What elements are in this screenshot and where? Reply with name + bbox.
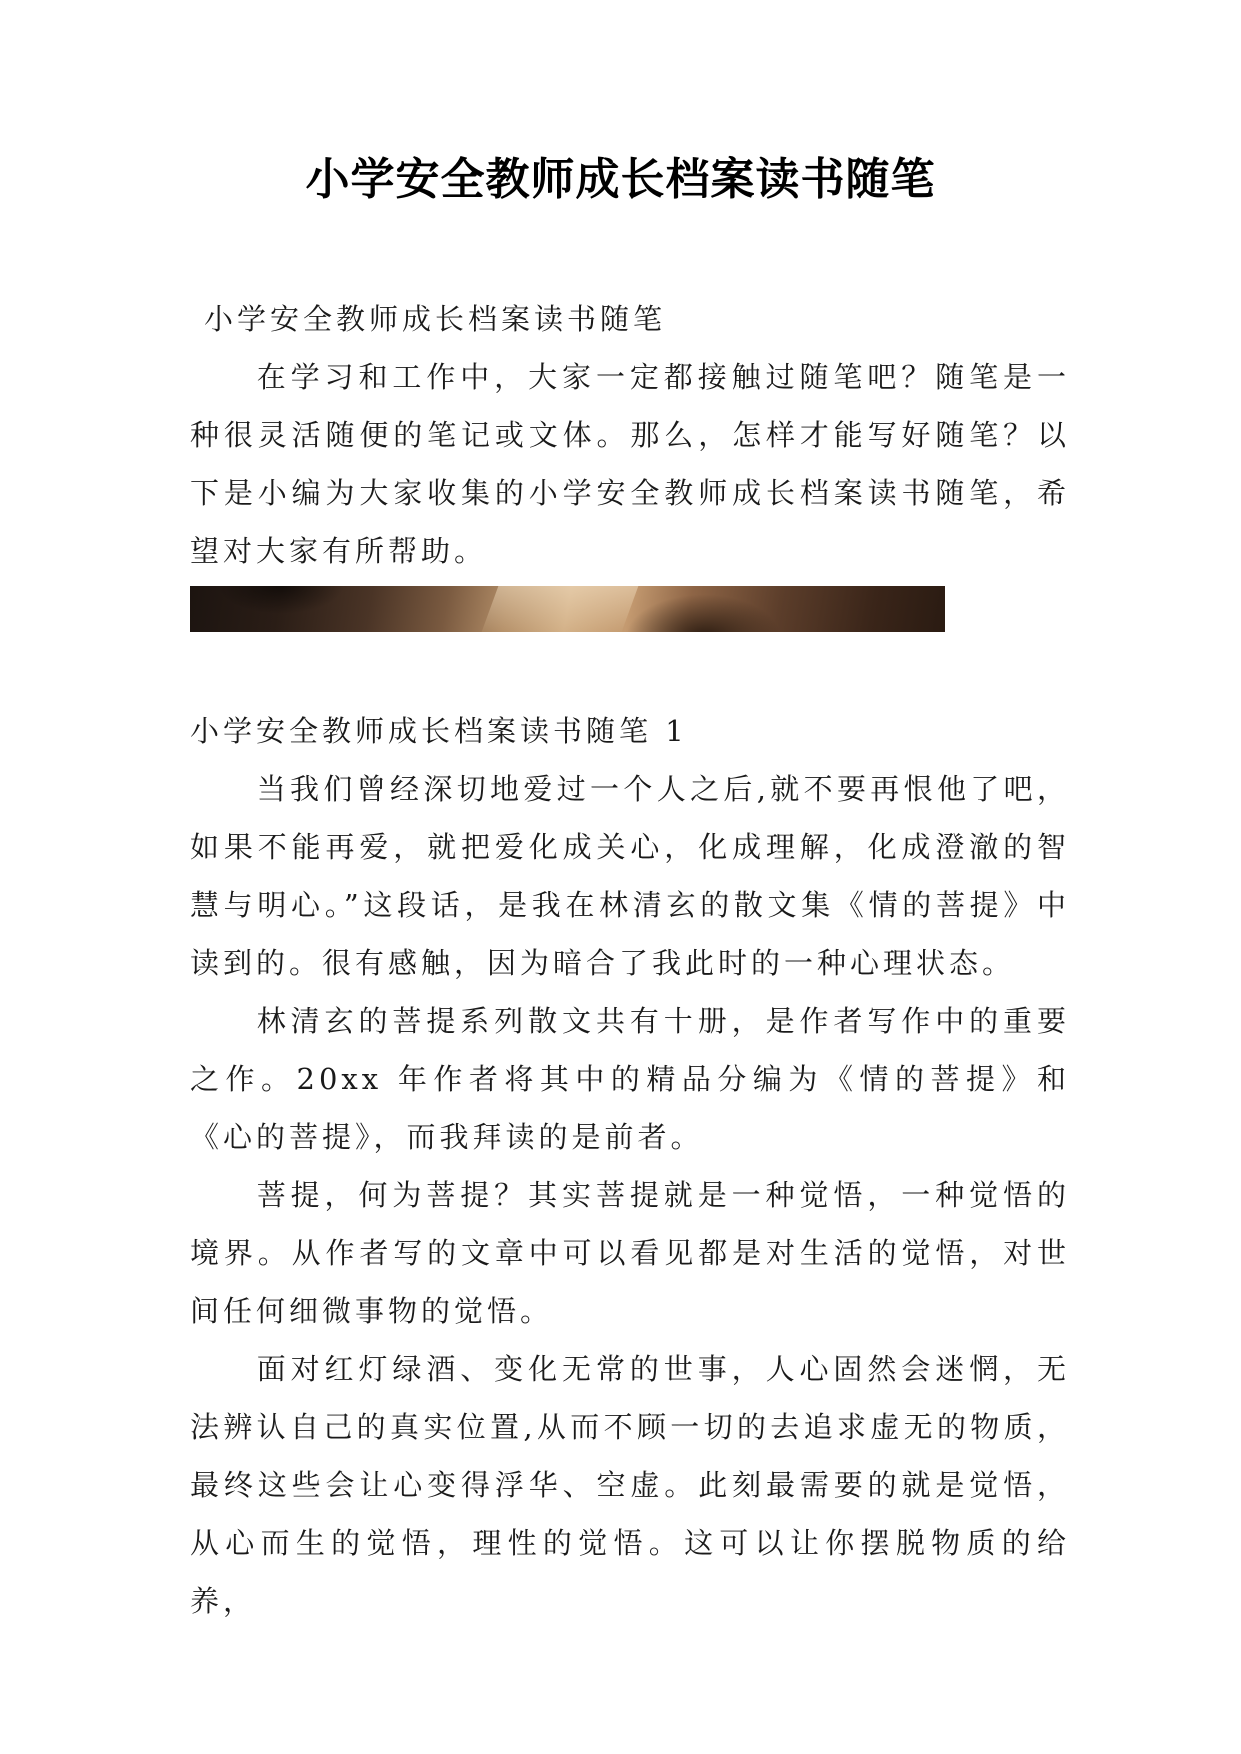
body-paragraph: 面对红灯绿酒、变化无常的世事，人心固然会迷惘，无法辨认自己的真实位置,从而不顾一切的去追求虚无的物质，最终这些会让心变得浮华、空虚。此刻最需要的就是觉悟，从心而生的觉悟，理性的觉悟。这可以让你摆脱物质的给养， [190, 1352, 1070, 1618]
intro-paragraph: 在学习和工作中，大家一定都接触过随笔吧？随笔是一种很灵活随便的笔记或文体。那么，怎样才能写好随笔？以下是小编为大家收集的小学安全教师成长档案读书随笔，希望对大家有所帮助。 [190, 360, 1070, 568]
body-paragraph: 当我们曾经深切地爱过一个人之后,就不要再恨他了吧，如果不能再爱，就把爱化成关心，化成理解，化成澄澈的智慧与明心。”这段话，是我在林清玄的散文集《情的菩提》中读到的。很有感触，因为暗合了我此时的一种心理状态。 [190, 772, 1070, 980]
book-photo-image [190, 586, 945, 632]
body-paragraph: 菩提，何为菩提？其实菩提就是一种觉悟，一种觉悟的境界。从作者写的文章中可以看见都是对生活的觉悟，对世间任何细微事物的觉悟。 [190, 1178, 1070, 1328]
body-paragraph: 林清玄的菩提系列散文共有十册，是作者写作中的重要之作。20xx 年作者将其中的精品分编为《情的菩提》和《心的菩提》，而我拜读的是前者。 [190, 1004, 1070, 1154]
document-title: 小学安全教师成长档案读书随笔 [305, 154, 936, 205]
document-body [190, 290, 1070, 1630]
photo-shading [190, 586, 945, 632]
section-title: 小学安全教师成长档案读书随笔 1 [190, 714, 688, 748]
spacer [190, 632, 1070, 702]
document-subtitle: 小学安全教师成长档案读书随笔 [204, 302, 667, 336]
